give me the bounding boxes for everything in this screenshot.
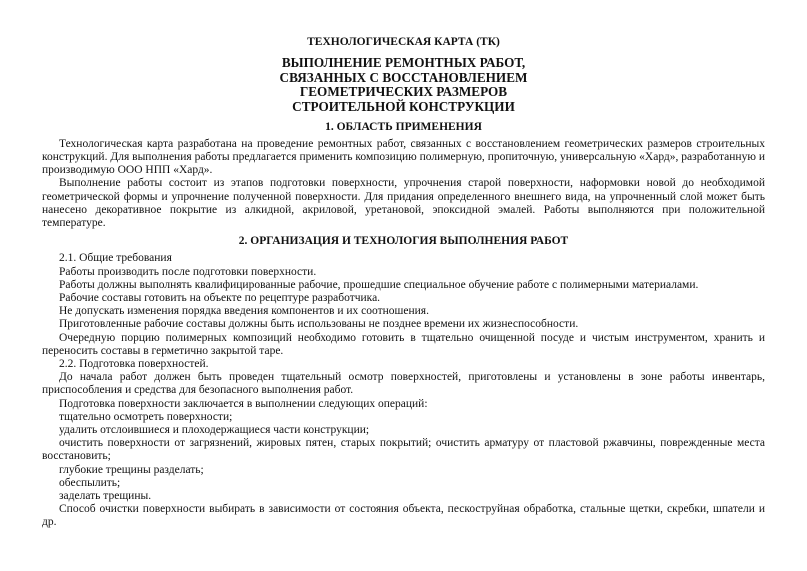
section-2-paragraph: Способ очистки поверхности выбирать в зависимости от состояния объекта, пескоструйная обработка, стальные щетки, скребки, шпатели и др. (42, 503, 765, 529)
section-2-paragraph: Подготовка поверхности заключается в выполнении следующих операций: (59, 397, 428, 410)
section-2-paragraph: Очередную порцию полимерных композиций необходимо готовить в тщательно очищенной посуде и чистым инструментом, хранить и переносить составы в герметично закрытой таре. (42, 331, 765, 357)
operation-item: глубокие трещины разделать; (59, 463, 204, 476)
operation-item: тщательно осмотреть поверхности; (59, 410, 233, 423)
section-2-paragraph: Работы должны выполнять квалифицированные рабочие, прошедшие специальное обучение работе с полимерными материалами. (59, 278, 699, 291)
section-2-paragraph: Работы производить после подготовки поверхности. (59, 265, 317, 278)
subsection-heading: 2.2. Подготовка поверхностей. (59, 358, 209, 371)
section-2-paragraph: Приготовленные рабочие составы должны быть использованы не позднее времени их жизнеспособности. (59, 318, 579, 331)
section-2-paragraph: Рабочие составы готовить на объекте по рецептуре разработчика. (59, 292, 381, 305)
section-2-paragraph: Не допускать изменения порядка введения компонентов и их соотношения. (59, 305, 429, 318)
section-1-heading: 1. ОБЛАСТЬ ПРИМЕНЕНИЯ (325, 120, 482, 133)
section-1-paragraph: Технологическая карта разработана на проведение ремонтных работ, связанных с восстановлением геометрических размеров строительных конструкций. Для выполнения работы предлагается применить композицию полимерную, пропиточную, универсальную «Хард», разработанную и производимую ООО НПП «Хард». (42, 137, 765, 177)
subsection-heading: 2.1. Общие требования (59, 252, 172, 265)
section-2-paragraph: До начала работ должен быть проведен тщательный осмотр поверхностей, приготовлены и установлены в зоне работы инвентарь, приспособления и средства для безопасного выполнения работ. (42, 371, 765, 397)
operation-item: обеспылить; (59, 476, 121, 489)
work-title-line-4: СТРОИТЕЛЬНОЙ КОНСТРУКЦИИ (292, 98, 515, 114)
section-1-paragraph: Выполнение работы состоит из этапов подготовки поверхности, упрочнения старой поверхности, наформовки новой до необходимой геометрической формы и упрочнение полученной поверхности. Для придания определенного внешнего вида, на упрочненный слой может быть нанесено декоративное покрытие из алкидной, акриловой, уретановой, эпоксидной эмалей. Работы выполняются при положительной температуре. (42, 177, 765, 229)
work-title-line-2: СВЯЗАННЫХ С ВОССТАНОВЛЕНИЕМ (279, 69, 528, 85)
operation-item: удалить отслоившиеся и плоходержащиеся части конструкции; (59, 424, 370, 437)
section-2-heading: 2. ОРГАНИЗАЦИЯ И ТЕХНОЛОГИЯ ВЫПОЛНЕНИЯ РАБОТ (238, 235, 569, 248)
operation-item: очистить поверхности от загрязнений, жировых пятен, старых покрытий; очистить арматуру от пластовой ржавчины, поврежденные места восстановить; (42, 437, 765, 463)
section-1 (42, 121, 765, 231)
document-title: ТЕХНОЛОГИЧЕСКАЯ КАРТА (ТК) (307, 36, 500, 48)
work-title-line-1: ВЫПОЛНЕНИЕ РЕМОНТНЫХ РАБОТ, (281, 55, 526, 71)
section-2 (42, 235, 765, 529)
work-title-line-3: ГЕОМЕТРИЧЕСКИХ РАЗМЕРОВ (299, 84, 508, 100)
operation-item: заделать трещины. (59, 490, 152, 503)
work-title (42, 56, 765, 114)
